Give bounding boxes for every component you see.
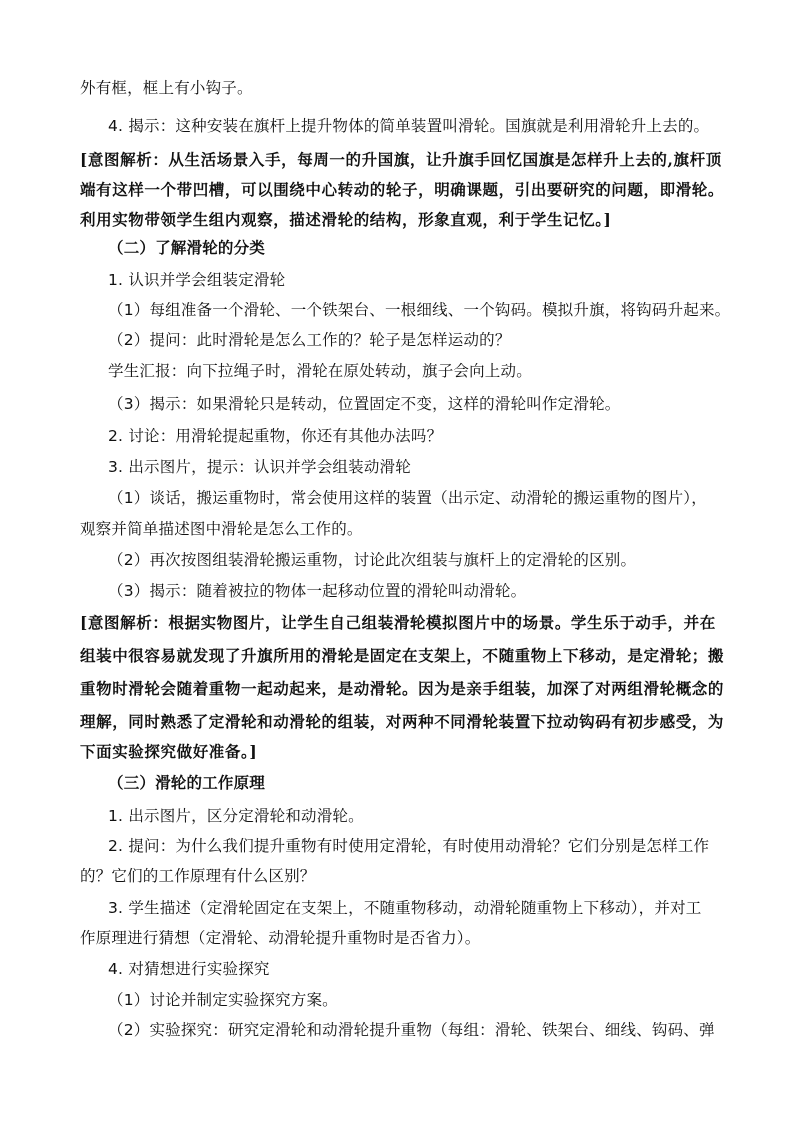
intent-analysis-line: 组装中很容易就发现了升旗所用的滑轮是固定在支架上，不随重物上下移动，是定滑轮；搬 (80, 646, 725, 665)
intent-analysis-line: 重物时滑轮会随着重物一起动起来，是动滑轮。因为是亲手组装，加深了对两组滑轮概念的 (80, 679, 725, 698)
text-line: （2）实验探究：研究定滑轮和动滑轮提升重物（每组：滑轮、铁架台、细线、钩码、弹 (108, 1021, 715, 1039)
intent-analysis-line: [意图解析：根据实物图片，让学生自己组装滑轮模拟图片中的场景。学生乐于动手，并在 (80, 613, 716, 632)
text-line: 外有框，框上有小钩子。 (80, 79, 253, 97)
text-line: 1. 出示图片，区分定滑轮和动滑轮。 (108, 807, 364, 825)
text-line: 2. 讨论：用滑轮提起重物，你还有其他办法吗？ (108, 427, 443, 445)
text-line: （3）揭示：如果滑轮只是转动，位置固定不变，这样的滑轮叫作定滑轮。 (108, 395, 621, 413)
text-line: （2）提问：此时滑轮是怎么工作的？轮子是怎样运动的？ (108, 331, 511, 349)
text-line: 2. 提问：为什么我们提升重物有时使用定滑轮，有时使用动滑轮？它们分别是怎样工作 (108, 837, 710, 855)
intent-analysis-line: [意图解析：从生活场景入手，每周一的升国旗，让升旗手回忆国旗是怎样升上去的,旗杆顶 (80, 150, 722, 169)
intent-analysis-line: 端有这样一个带凹槽，可以围绕中心转动的轮子，明确课题，引出要研究的问题，即滑轮。 (80, 180, 725, 199)
text-line: 学生汇报：向下拉绳子时，滑轮在原处转动，旗子会向上动。 (108, 362, 532, 380)
text-line: 作原理进行猜想（定滑轮、动滑轮提升重物时是否省力）。 (80, 929, 481, 947)
intent-analysis-line: 理解，同时熟悉了定滑轮和动滑轮的组装，对两种不同滑轮装置下拉动钩码有初步感受，为 (80, 712, 725, 731)
text-line: 4. 对猜想进行实验探究 (108, 960, 270, 978)
intent-analysis-line: 利用实物带领学生组内观察，描述滑轮的结构，形象直观，利于学生记忆。] (80, 210, 612, 229)
text-line: 4. 揭示：这种安装在旗杆上提升物体的简单装置叫滑轮。国旗就是利用滑轮升上去的。 (108, 117, 710, 135)
text-line: 的？它们的工作原理有什么区别？ (80, 867, 316, 885)
section-heading: （二）了解滑轮的分类 (108, 238, 266, 257)
text-line: 3. 出示图片，提示：认识并学会组装动滑轮 (108, 458, 411, 476)
text-line: （1）每组准备一个滑轮、一个铁架台、一根细线、一个钩码。模拟升旗，将钩码升起来。 (108, 301, 731, 319)
text-line: 1. 认识并学会组装定滑轮 (108, 271, 286, 289)
text-line: （2）再次按图组装滑轮搬运重物，讨论此次组装与旗杆上的定滑轮的区别。 (108, 551, 637, 569)
section-heading: （三）滑轮的工作原理 (108, 773, 266, 792)
text-line: 观察并简单描述图中滑轮是怎么工作的。 (80, 520, 363, 538)
text-line: 3. 学生描述（定滑轮固定在支架上，不随重物移动，动滑轮随重物上下移动），并对工 (108, 899, 702, 917)
text-line: （1）谈话，搬运重物时，常会使用这样的装置（出示定、动滑轮的搬运重物的图片）， (108, 489, 707, 507)
text-line: （1）讨论并制定实验探究方案。 (108, 991, 338, 1009)
intent-analysis-line: 下面实验探究做好准备。] (80, 742, 258, 761)
text-line: （3）揭示：随着被拉的物体一起移动位置的滑轮叫动滑轮。 (108, 582, 527, 600)
